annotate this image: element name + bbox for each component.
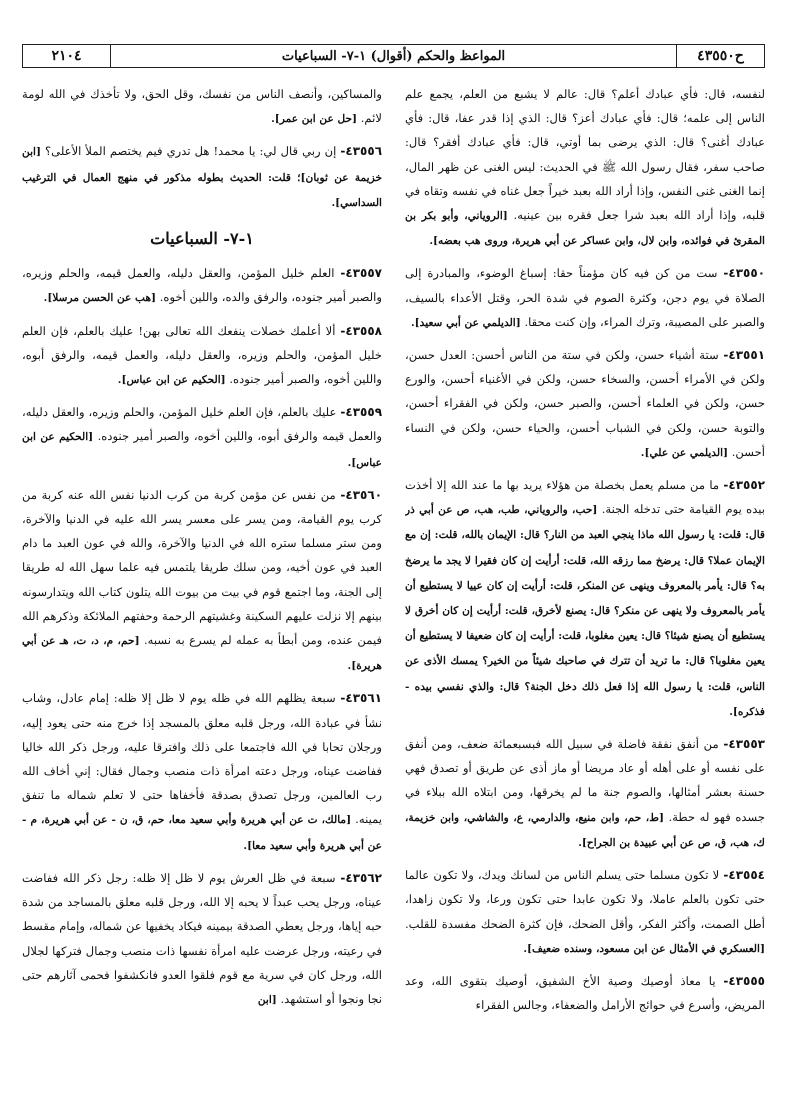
hadith-source: [حم، م، د، ت، هـ عن أبي هريرة]. <box>22 635 382 673</box>
hadith-entry <box>405 473 765 724</box>
hadith-number: ٤٣٥٥٤- <box>723 868 765 883</box>
hadith-number: ٤٣٥٦٠- <box>340 487 382 502</box>
right-column <box>405 82 765 1092</box>
hadith-source: [مالك، ت عن أبي هريرة وأبي سعيد معا، حم، ق، ن - عن أبي هريرة، م - عن أبي هريرة وأبي سعيد معا]. <box>22 814 382 852</box>
hadith-source: [الديلمي عن علي]. <box>640 446 729 459</box>
hadith-number: ٤٣٥٥٦- <box>340 144 382 159</box>
hadith-text: إن ربي قال لي: يا محمد! هل تدري فيم يختصم الملأ الأعلى؟ <box>45 144 337 159</box>
hadith-entry <box>22 82 382 131</box>
left-column <box>22 82 382 1092</box>
hadith-number: ٤٣٥٥٠- <box>723 266 765 281</box>
hadith-entry <box>405 732 765 855</box>
hadith-number: ٤٣٥٥١- <box>723 348 765 363</box>
hadith-text: لا تكون مسلما حتى يسلم الناس من لسانك ويدك، ولا تكون عالما حتى تكون بالعلم عاملا، ولا تكون عابدا حتى تكون ورعا، ولا تكون زاهدا، أطل الصمت، وأكثر الفكر، وأقل الضحك، فإن كثرة الضحك مفسدة للقلب. <box>405 868 765 931</box>
hadith-entry <box>22 400 382 475</box>
hadith-entry <box>22 686 382 857</box>
hadith-source: [هب عن الحسن مرسلا]. <box>43 292 157 305</box>
hadith-entry <box>22 866 382 1012</box>
hadith-text: سبعة يظلهم الله في ظله يوم لا ظل إلا ظله: إمام عادل، وشاب نشأ في عبادة الله، ورجل قلبه معلق بالمسجد إذا خرج منه حتى يعود إليه، ورجلان تحابا في الله فاجتمعا على ذلك وافترقا عليه، ورجل ذكر الله خاليا ففاضت عيناه، ورجل دعته امرأة ذات منصب وجمال فقال: إني أخاف الله رب العالمين، ورجل تصدق بصدقة فأخفاها حتى لا تعلم شماله ما تنفق يمينه. <box>22 691 382 827</box>
hadith-text: لنفسه، قال: فأي عبادك أعلم؟ قال: عالم لا يشبع من العلم، يجمع علم الناس إلى علمه؛ قال: فأي عبادك أعز؟ قال: الذي إذا قدر عفا، قال: فأي عبادك أغنى؟ قال: الذي يرضى بما أوتي، قال: فأي عبادك أفقر؟ قال: صاحب سفر، فقال رسول الله ﷺ في الحديث: ليس الغنى عن ظهر المال، إنما الغنى غنى النفس، وإذا أراد الله بعبد خيراً جعل غناه في نفسه وتقاه في قلبه، وإذا أراد الله بعبد شرا جعل فقره بين عينيه. <box>405 87 765 223</box>
hadith-entry <box>405 343 765 465</box>
hadith-text: من نفس عن مؤمن كربة من كرب الدنيا نفس الله عنه كربة من كرب يوم القيامة، ومن يسر على معسر يسر الله عليه في الدنيا والآخرة، ومن ستر مسلما ستره الله في الدنيا والآخرة، والله في عون العبد ما دام العبد في عون أخيه، ومن سلك طريقا يلتمس فيه علما سهل الله له طريقا إلى الجنة، وما اجتمع قوم في بيت من بيوت الله يتلون كتاب الله ويتدارسونه بينهم إلا نزلت عليهم السكينة وغشيتهم الرحمة وحفتهم الملائكة وذكرهم الله فيمن عنده، ومن أبطأ به عمله لم يسرع به نسبه. <box>22 487 382 648</box>
hadith-source: [ابن <box>257 993 277 1006</box>
hadith-text: ما من مسلم يعمل بخصلة من هؤلاء يريد بها ما عند الله إلا أخذت بيده يوم القيامة حتى تدخله الجنة. <box>405 478 765 517</box>
hadith-entry <box>22 483 382 679</box>
hadith-text: والمساكين، وأنصف الناس من نفسك، وقل الحق، ولا تأخذك في الله لومة لائم. <box>22 87 382 126</box>
hadith-entry <box>22 319 382 393</box>
text-columns <box>22 82 765 1092</box>
hadith-entry <box>405 82 765 253</box>
hadith-source: [الديلمي عن أبي سعيد]. <box>410 316 521 329</box>
hadith-text: العلم خليل المؤمن، والعقل دليله، والعمل قيمه، والحلم وزيره، والصبر أمير جنوده، والرفق والده، واللين أخوه. <box>22 266 382 305</box>
hadith-source: [ابن خزيمة عن ثوبان]؛ قلت: الحديث بطوله مذكور في منهج العمال في الترغيب السداسي]. <box>22 146 382 209</box>
hadith-source: [العسكري في الأمثال عن ابن مسعود، وسنده ضعيف]. <box>523 942 765 955</box>
hadith-entry <box>405 261 765 335</box>
hadith-source: [حل عن ابن عمر]. <box>271 113 358 126</box>
hadith-number: ٤٣٥٥٢- <box>723 478 765 493</box>
hadith-source: [الروياني، وأبو بكر بن المقرئ في فوائده، وابن لال، وابن عساكر عن أبي هريرة، وروى هب بعضه]. <box>405 210 765 248</box>
hadith-text: ستة أشياء حسن، ولكن في ستة من الناس أحسن: العدل حسن، ولكن في الأمراء أحسن، والسخاء حسن، ولكن في الأغنياء أحسن، والورع حسن، ولكن في العلماء أحسن، والصبر حسن، ولكن في الفقراء أحسن، والتوبة حسن، ولكن في الشباب أحسن، والحياء حسن، ولكن في النساء أحسن. <box>405 348 765 459</box>
hadith-text: ألا أعلمك خصلات ينفعك الله تعالى بهن! عليك بالعلم، فإن العلم خليل المؤمن، والحلم وزيره، والعقل دليله، والعمل قيمه، والرفق أبوه، واللين أخوه، والصبر أمير جنوده. <box>22 323 382 387</box>
hadith-entry <box>405 863 765 961</box>
hadith-number: ٤٣٥٦٢- <box>340 870 382 885</box>
hadith-number: ٤٣٥٥٣- <box>723 737 765 752</box>
hadith-text: يا معاذ أوصيك وصية الأخ الشفيق، أوصيك بتقوى الله، وعد المريض، وأسرع في حوائج الأرامل والضعفاء، وجالس الفقراء <box>405 973 765 1013</box>
hadith-number: ٤٣٥٥٨- <box>340 323 382 338</box>
hadith-entry <box>22 139 382 215</box>
hadith-number: ٤٣٥٥٧- <box>340 266 382 281</box>
chapter-title: المواعظ والحكم (أقوال) ١-٧- السباعيات <box>281 48 506 64</box>
hadith-number: ٤٣٥٥٩- <box>340 405 382 420</box>
hadith-text: عليك بالعلم، فإن العلم خليل المؤمن، والحلم وزيره، والعقل دليله، والعمل قيمه والرفق أبوه، واللين أخوه، والصبر أمير جنوده. <box>22 405 382 444</box>
hadith-source: [الحكيم عن ابن عباس]. <box>22 431 382 469</box>
hadith-text: سبعة في ظل العرش يوم لا ظل إلا ظله: رجل ذكر الله ففاضت عيناه، ورجل يحب عبداً لا يحبه إلا الله، ورجل قلبه معلق بالمساجد من شدة حبه إياها، ورجل يعطي الصدقة بيمينه فيكاد يخفيها عن شماله، وإمام مقسط في رعيته، ورجل عرضت عليه امرأة نفسها ذات منصب وجمال فتركها لجلال الله، ورجل كان في سرية مع قوم فلقوا العدو فانكشفوا فحمى آثارهم حتى نجا ونجوا أو استشهد. <box>22 870 382 1006</box>
hadith-text: من أنفق نفقة فاضلة في سبيل الله فبسبعمائة ضعف، ومن أنفق على نفسه أو على أهله أو عاد مريضا أو ماز أذى عن طريق أو تصدق فهي حسنة بعشر أمثالها، والصوم جنة ما لم يخرقها، ومن ابتلاه الله ببلاء في جسده فهو له حطة. <box>405 737 765 824</box>
hadith-source: [الحكيم عن ابن عباس]. <box>117 374 226 387</box>
page-number: ٢١٠٤ <box>23 45 111 67</box>
hadith-number: ٤٣٥٥٥- <box>723 973 765 988</box>
hadith-text: ست من كن فيه كان مؤمناً حقا: إسباغ الوضوء، والمبادرة إلى الصلاة في يوم دجن، وكثرة الصوم في شدة الحر، وقتل الأعداء بالسيف، والصبر على المصيبة، وترك المراء، وإن كنت محقا. <box>405 266 765 329</box>
page-header <box>22 44 765 68</box>
hadith-source: [حب، والروياني، طب، هب، ص عن أبي ذر قال: قلت: يا رسول الله ماذا ينجي العبد من النار؟ قال: الإيمان بالله، قلت: إن مع الإيمان عملا؟ قال: يرضخ مما رزقه الله، قلت: أرأيت إن كان فقيرا لا يجد ما يرضخ به؟ قال: يأمر بالمعروف وينهى عن المنكر، قلت: أرأيت إن كان عييا لا يستطيع أن يأمر بالمعروف ولا ينهى عن منكر؟ قال: يصنع لأخرق، قلت: أرأيت إن كان أخرق لا يستطيع أن يصنع شيئا؟ قال: يعين مغلوبا، قلت: أرأيت إن كان ضعيفا لا يستطيع أن يعين مغلوبا؟ قال: ما تريد أن تترك في صاحبك شيئاً من الخير؟ يمسك الأذى عن الناس، قلت: يا رسول الله إذا فعل ذلك دخل الجنة؟ قال: والذي نفسي بيده - فذكره]. <box>405 504 765 718</box>
hadith-entry <box>22 261 382 310</box>
hadith-number: ٤٣٥٦١- <box>340 691 382 706</box>
section-title: ١-٧- السباعيات <box>150 229 254 249</box>
hadith-range-ref: ح٤٣٥٥٠ <box>676 45 764 67</box>
hadith-source: [ط، حم، وابن منيع، والدارمي، ع، والشاشي، وابن خزيمة، ك، هب، ق، ص عن أبي عبيدة بن الجراح]. <box>405 811 765 849</box>
hadith-entry <box>405 969 765 1017</box>
